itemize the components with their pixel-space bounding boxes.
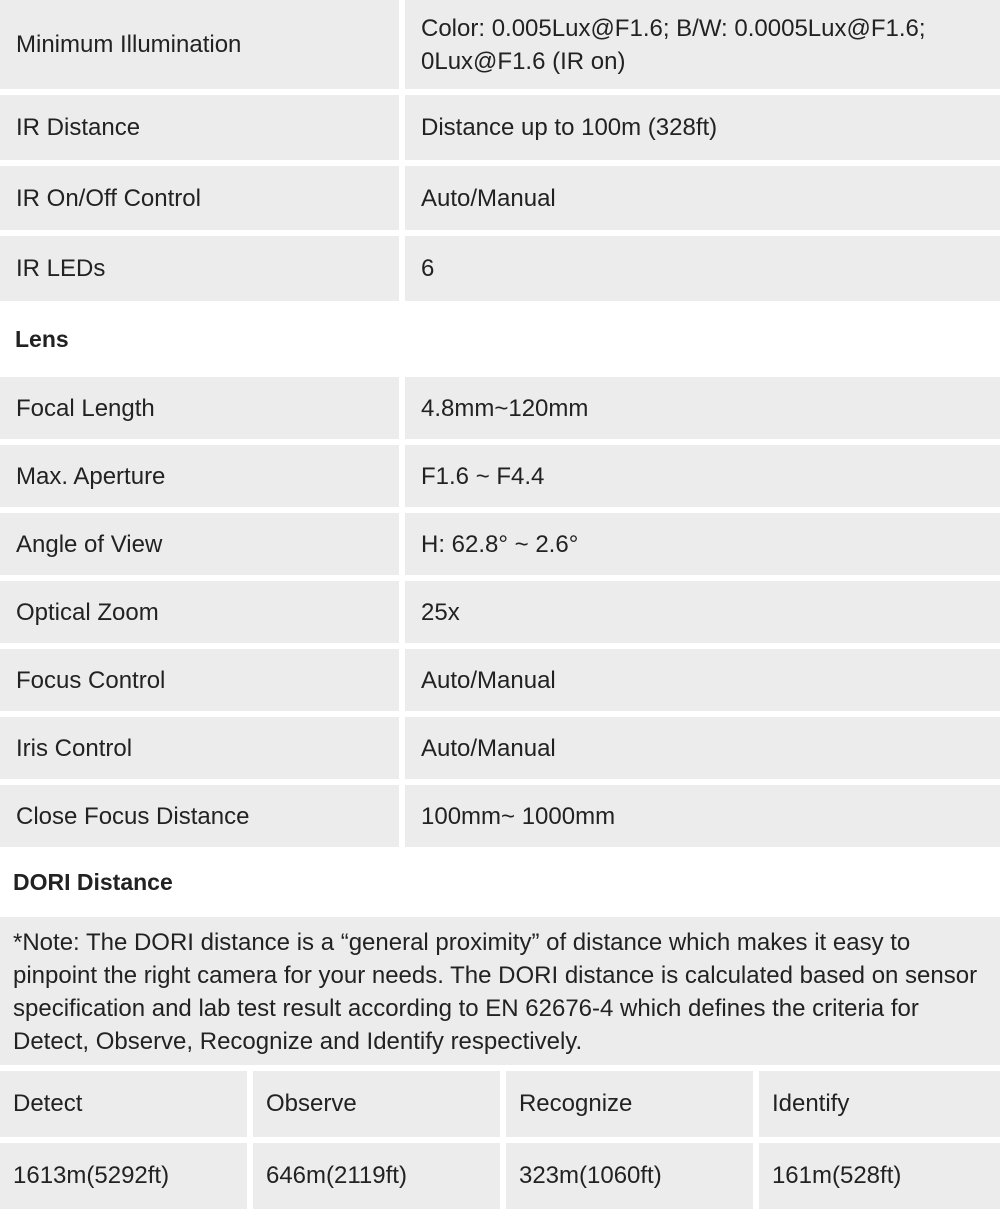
spec-value: Auto/Manual bbox=[405, 717, 1000, 779]
spec-value: 4.8mm~120mm bbox=[405, 377, 1000, 439]
dori-header-observe: Observe bbox=[253, 1071, 500, 1137]
spec-row-optical-zoom bbox=[0, 581, 1000, 643]
spec-row-focal-length bbox=[0, 377, 1000, 439]
spec-row-angle-of-view bbox=[0, 513, 1000, 575]
spec-row-close-focus-distance bbox=[0, 785, 1000, 847]
dori-value-observe: 646m(2119ft) bbox=[253, 1143, 500, 1209]
spec-label: IR On/Off Control bbox=[0, 166, 399, 230]
spec-label: Close Focus Distance bbox=[0, 785, 399, 847]
spec-label: Minimum Illumination bbox=[0, 0, 399, 89]
spec-row-minimum-illumination bbox=[0, 0, 1000, 89]
spec-label: Focal Length bbox=[0, 377, 399, 439]
dori-value-identify: 161m(528ft) bbox=[759, 1143, 1000, 1209]
dori-header-detect: Detect bbox=[0, 1071, 247, 1137]
spec-row-ir-onoff-control bbox=[0, 166, 1000, 230]
spec-row-iris-control bbox=[0, 717, 1000, 779]
section-heading-lens: Lens bbox=[15, 325, 69, 352]
spec-value: Distance up to 100m (328ft) bbox=[405, 95, 1000, 160]
spec-value-line: 0Lux@F1.6 (IR on) bbox=[421, 47, 626, 75]
spec-label: Angle of View bbox=[0, 513, 399, 575]
dori-value-row bbox=[0, 1143, 1000, 1209]
section-heading-dori: DORI Distance bbox=[13, 868, 173, 895]
spec-value: H: 62.8° ~ 2.6° bbox=[405, 513, 1000, 575]
spec-label: Optical Zoom bbox=[0, 581, 399, 643]
spec-value: F1.6 ~ F4.4 bbox=[405, 445, 1000, 507]
dori-note: *Note: The DORI distance is a “general proximity” of distance which makes it easy to pinpoint the right camera for your needs. The DORI distance is calculated based on sensor specification and lab test result according to EN 62676-4 which defines the criteria for Detect, Observe, Recognize and Identify respectively. bbox=[0, 917, 1000, 1065]
dori-header-identify: Identify bbox=[759, 1071, 1000, 1137]
spec-value: 25x bbox=[405, 581, 1000, 643]
spec-row-max-aperture bbox=[0, 445, 1000, 507]
spec-label: IR Distance bbox=[0, 95, 399, 160]
dori-value-recognize: 323m(1060ft) bbox=[506, 1143, 753, 1209]
spec-label: Focus Control bbox=[0, 649, 399, 711]
spec-value bbox=[405, 0, 1000, 89]
dori-header-row bbox=[0, 1071, 1000, 1137]
spec-value: 100mm~ 1000mm bbox=[405, 785, 1000, 847]
spec-value: Auto/Manual bbox=[405, 649, 1000, 711]
spec-value: 6 bbox=[405, 236, 1000, 301]
spec-label: IR LEDs bbox=[0, 236, 399, 301]
spec-value: Auto/Manual bbox=[405, 166, 1000, 230]
dori-value-detect: 1613m(5292ft) bbox=[0, 1143, 247, 1209]
spec-row-ir-leds bbox=[0, 236, 1000, 301]
dori-header-recognize: Recognize bbox=[506, 1071, 753, 1137]
spec-label: Iris Control bbox=[0, 717, 399, 779]
spec-value-line: Color: 0.005Lux@F1.6; B/W: 0.0005Lux@F1.6; bbox=[421, 14, 926, 42]
spec-row-focus-control bbox=[0, 649, 1000, 711]
spec-label: Max. Aperture bbox=[0, 445, 399, 507]
spec-row-ir-distance bbox=[0, 95, 1000, 160]
